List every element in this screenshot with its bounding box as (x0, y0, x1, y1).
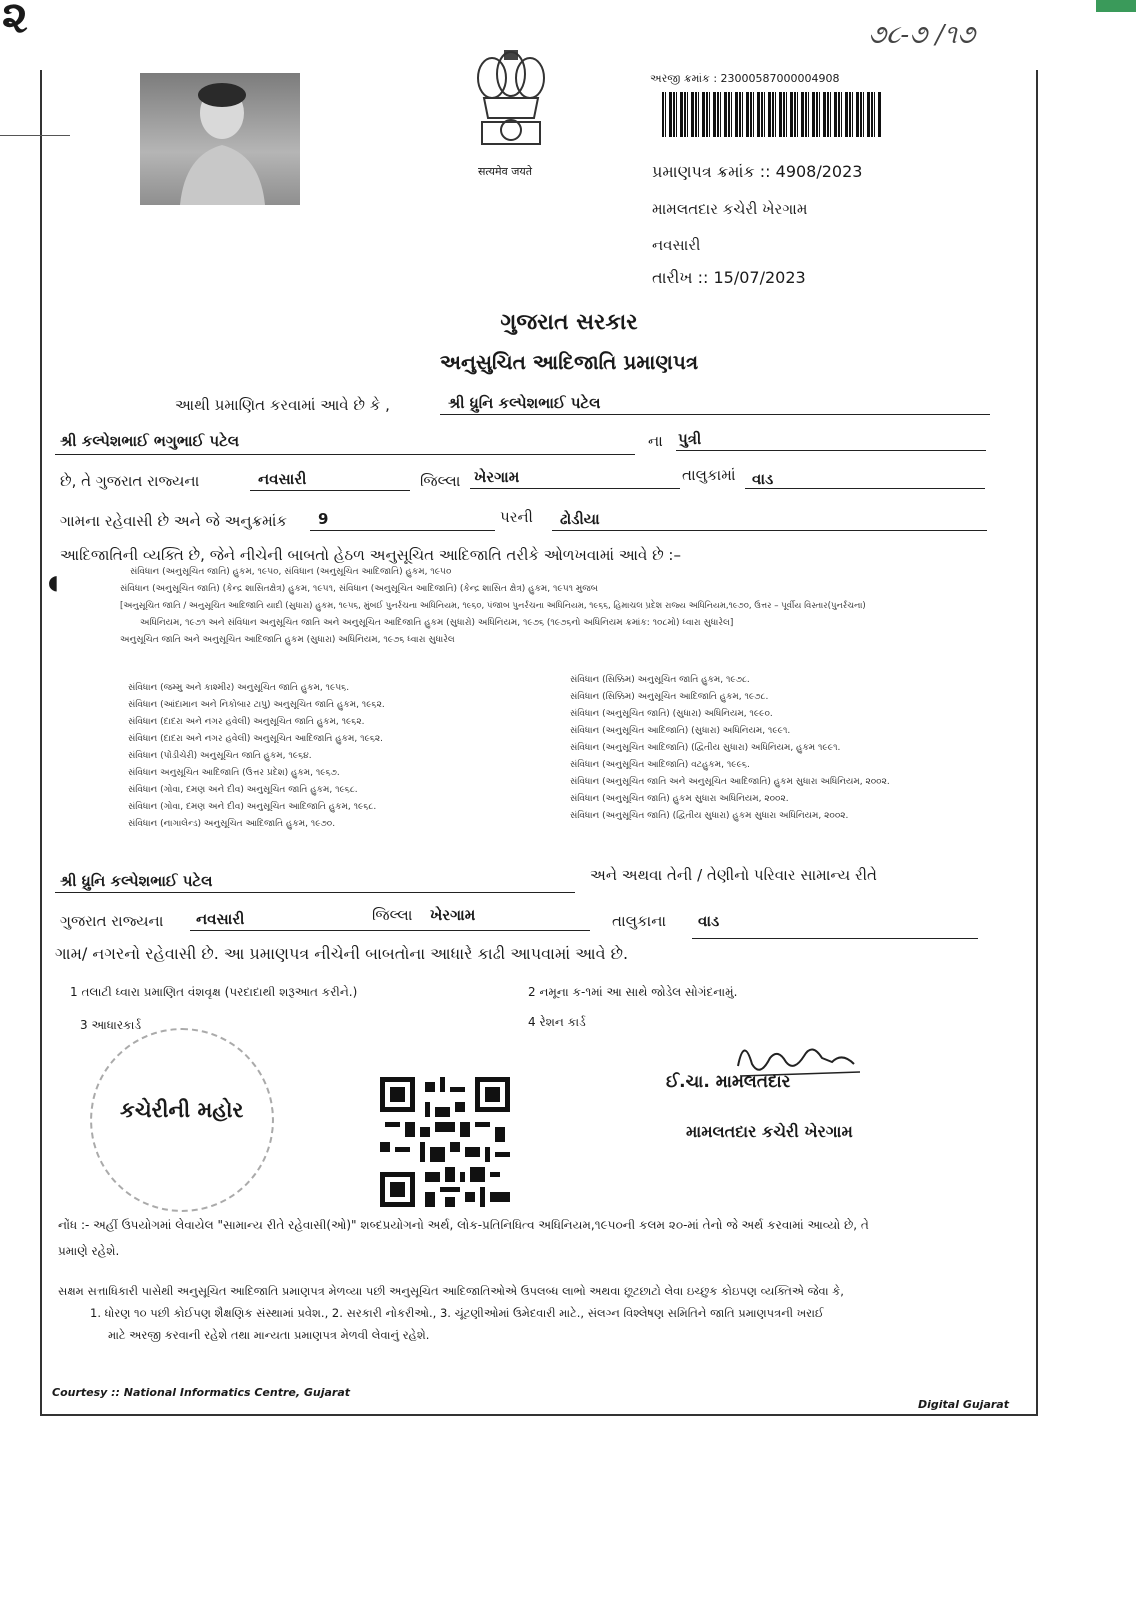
acts-right-list (570, 672, 890, 825)
caste-name: ઢોડીયા (560, 510, 600, 528)
residence-name: શ્રી ધ્રુનિ કલ્પેશભાઈ પટેલ (60, 872, 213, 890)
document-item: 4 રેશન કાર્ડ (528, 1015, 586, 1029)
residence-taluka: ખેરગામ (430, 906, 476, 924)
top-mark (1096, 0, 1136, 12)
acts-right-item: સંવિધાન (અનુસૂચિત જાતિ) (દ્વિતીય સુધારા) હુકમ સુધારા અધિનિયમ, ૨૦૦૨. (570, 811, 849, 821)
form-village-line (745, 488, 985, 489)
acts-left-item: સંવિધાન (દાદરા અને નગર હવેલી) અનુસૂચિત આદિજાતિ હુકમ, ૧૯૬૨. (128, 734, 384, 744)
application-number (650, 72, 840, 86)
national-emblem (466, 48, 556, 163)
acts-left-item: સંવિધાન (ગોવા, દમણ અને દીવ) અનુસૂચિત આદિજાતિ હુકમ, ૧૯૬૮. (128, 802, 377, 812)
acts-left-item: સંવિધાન (જમ્મુ અને કાશ્મીર) અનુસૂચિત જાતિ હુકમ, ૧૯૫૬. (128, 683, 350, 693)
applicant-name: શ્રી ધ્રુનિ કલ્પેશભાઈ પટેલ (448, 394, 601, 412)
emblem-motto: सत्यमेव जयते (478, 165, 533, 178)
form-village: વાડ (752, 470, 774, 488)
acts-right-item: સંવિધાન (સિક્કિમ) અનુસૂચિત જાતિ હુકમ, ૧૯૭૮. (570, 675, 750, 685)
resident-text: ગામના રહેવાસી છે અને જે અનુક્રમાંક (60, 512, 288, 530)
application-barcode (662, 92, 882, 137)
acts-left-item: સંવિધાન (નાગાલેન્ડ) અનુસૂચિત આદિજાતિ હુકમ, ૧૯૭૦. (128, 819, 336, 829)
issue-date (652, 268, 806, 288)
instructions-line-2: 1. ધોરણ ૧૦ પછી કોઈપણ શૈક્ષણિક સંસ્થામાં પ્રવેશ., 2. સરકારી નોકરીઓ., 3. ચૂંટણીઓમાં ઉમેદવારી માટે., સંલગ્ન વિશ્લેષણ સમિતિને જાતિ પ્રમાણપત્રની ખરાઈ (90, 1306, 824, 1320)
applicant-photo (140, 73, 300, 205)
issue-date-label: તારીખ :: (652, 268, 709, 287)
father-name-line (55, 454, 635, 455)
acts-top-item: સંવિધાન (અનુસૂચિત જાતિ) હુકમ, ૧૯૫૦, સંવિધાન (અનુસૂચિત આદિજાતિ) હુકમ, ૧૯૫૦ (130, 567, 452, 577)
residence-state-text: ગુજરાત રાજ્યના (60, 912, 164, 930)
note-line-1: નોંધ :- અહીં ઉપયોગમાં લેવાયેલ "સામાન્ય રીતે રહેવાસી(ઓ)" શબ્દપ્રયોગનો અર્થ, લોક-પ્રતિનિધિત્વ અધિનિયમ,૧૯૫૦ની કલમ ૨૦-માં તેનો જે અર્થ કરવામાં આવ્યો છે, તે (58, 1218, 869, 1232)
hole-punch-mark: ◖ (48, 570, 59, 594)
acts-right-item: સંવિધાન (સિક્કિમ) અનુસૂચિત આદિજાતિ હુકમ, ૧૯૭૮. (570, 692, 769, 702)
issue-date-value: 15/07/2023 (713, 268, 806, 287)
residence-village: વાડ (698, 912, 720, 930)
acts-top-item: [અનુસૂચિત જાતિ / અનુસૂચિત આદિજાતિ યાદી (સુધારા) હુકમ, ૧૯૫૬, મુંબઈ પુનર્રચના અધિનિયમ, ૧૯૬૦, પંજાબ પુનર્રચના અધિનિયમ, ૧૯૬૬, હિમાચલ પ્રદેશ રાજ્ય અધિનિયમ,૧૯૭૦, ઉત્તર – પૂર્વીય વિસ્તાર(પુનર્રચના) (120, 601, 866, 611)
acts-right-item: સંવિધાન (અનુસૂચિત આદિજાતિ) વટહુકમ, ૧૯૯૬. (570, 760, 750, 770)
certificate-title: ગુજરાત સરકાર (500, 310, 638, 335)
certificate-number-value: 4908/2023 (775, 162, 863, 181)
acts-left-item: સંવિધાન અનુસૂચિત આદિજાતિ (ઉત્તર પ્રદેશ) હુકમ, ૧૯૬૭. (128, 768, 340, 778)
form-district: નવસારી (258, 470, 307, 488)
ashoka-lion-icon (466, 48, 556, 163)
relation-line (676, 450, 986, 451)
form-district-line (250, 490, 410, 491)
instructions-line-1: સક્ષમ સત્તાધિકારી પાસેથી અનુસૂચિત આદિજાતિ પ્રમાણપત્ર મેળવ્યા પછી અનુસૂચિત આદિજાતિઓએ ઉપલબ્ધ લાભો અથવા છૂટછાટો લેવા ઇચ્છુક કોઇપણ વ્યક્તિએ જેવા કે, (58, 1284, 844, 1298)
top-left-scratch (0, 135, 70, 136)
office-stamp-text: કચેરીની મહોર (120, 1098, 244, 1122)
residence-district-line (190, 930, 590, 931)
page-corner-number: ૨ (2, 0, 28, 43)
acts-left-item: સંવિધાન (ગોવા, દમણ અને દીવ) અનુસૂચિત જાતિ હુકમ, ૧૯૬૮. (128, 785, 358, 795)
acts-right-item: સંવિધાન (અનુસૂચિત આદિજાતિ) (દ્વિતીય સુધારા) અધિનિયમ, હુકમ ૧૯૯૧. (570, 743, 841, 753)
relation: પુત્રી (678, 430, 702, 448)
form-taluka-label: તાલુકામાં (682, 466, 736, 484)
issuing-office: મામલતદાર કચેરી ખેરગામ (652, 200, 808, 218)
residence-district: નવસારી (196, 910, 245, 928)
family-text: અને અથવા તેની / તેણીનો પરિવાર સામાન્ય રીતે (590, 866, 877, 884)
na-label: ના (648, 432, 663, 450)
father-name: શ્રી કલ્પેશભાઈ ભગુભાઈ પટેલ (60, 432, 240, 450)
form-taluka-line (470, 488, 680, 489)
acts-left-item: સંવિધાન (પોંડીચેરી) અનુસૂચિત જાતિ હુકમ, ૧૯૬૪. (128, 751, 312, 761)
serial-number-line (310, 530, 495, 531)
residence-name-line (55, 892, 575, 893)
document-item: 1 તલાટી ધ્વારા પ્રમાણિત વંશવૃક્ષ (પરદાદાથી શરૂઆત કરીને.) (70, 985, 358, 999)
application-number-label: અરજી ક્રમાંક : (650, 72, 718, 85)
state-text: છે, તે ગુજરાત રાજ્યના (60, 472, 200, 490)
applicant-name-line (440, 414, 990, 415)
certificate-number-label: પ્રમાણપત્ર ક્રમાંક :: (652, 162, 771, 181)
verification-qr-code (380, 1076, 510, 1208)
signatory-office: મામલતદાર કચેરી ખેરગામ (686, 1122, 853, 1141)
instructions-line-3: માટે અરજી કરવાની રહેશે તથા માન્યતા પ્રમાણપત્ર મેળવી લેવાનું રહેશે. (108, 1328, 430, 1342)
serial-number: 9 (318, 510, 329, 528)
document-item: 3 આધારકાર્ડ (80, 1018, 142, 1032)
tribe-text: આદિજાતિની વ્યક્તિ છે, જેને નીચેની બાબતો હેઠળ અનુસૂચિત આદિજાતિ તરીકે ઓળખવામાં આવે છે :– (60, 546, 681, 564)
signatory-title: ઈ.ચા. મામલતદાર (666, 1072, 791, 1092)
acts-left-list (128, 680, 385, 833)
certificate-subtitle: અનુસુચિત આદિજાતિ પ્રમાણપત્ર (439, 350, 699, 374)
acts-top-item: અનુસૂચિત જાતિ અને અનુસૂચિત આદિજાતિ હુકમ (સુધારા) અધિનિયમ, ૧૯૭૬ ધ્વારા સુધારેલ (120, 635, 455, 645)
acts-top-list (120, 564, 866, 649)
application-number-value: 23000587000004908 (720, 72, 840, 85)
acts-left-item: સંવિધાન (આંદામાન અને નિકોબાર ટાપુ) અનુસૂચિત જાતિ હુકમ, ૧૯૬૨. (128, 700, 385, 710)
issuing-district: નવસારી (652, 236, 701, 254)
caste-label: પરની (500, 508, 533, 526)
residence-village-line (692, 938, 978, 939)
acts-right-item: સંવિધાન (અનુસૂચિત જાતિ) (સુધારા) અધિનિયમ, ૧૯૯૦. (570, 709, 773, 719)
form-taluka: ખેરગામ (474, 468, 520, 486)
form-district-label: જિલ્લા (420, 472, 461, 490)
acts-right-item: સંવિધાન (અનુસૂચિત જાતિ) હુકમ સુધારા અધિનિયમ, ૨૦૦૨. (570, 794, 789, 804)
top-handwritten-number: ૭૮-૭ /૧૭ (868, 20, 976, 50)
acts-left-item: સંવિધાન (દાદરા અને નગર હવેલી) અનુસૂચિત જાતિ હુકમ, ૧૯૬૨. (128, 717, 365, 727)
footer-brand: Digital Gujarat (918, 1398, 1009, 1411)
acts-top-item: સંવિધાન (અનુસૂચિત જાતિ) (કેન્દ્ર શાસિતક્ષેત્ર) હુકમ, ૧૯૫૧, સંવિધાન (અનુસૂચિત આદિજાતિ) (કેન્દ્ર શાસિત ક્ષેત્ર) હુકમ, ૧૯૫૧ મુજબ (120, 584, 599, 594)
certify-text: આથી પ્રમાણિત કરવામાં આવે છે કે , (175, 396, 390, 414)
qr-icon (380, 1076, 510, 1208)
basis-text: ગામ/ નગરનો રહેવાસી છે. આ પ્રમાણપત્ર નીચેની બાબતોના આધારે કાઢી આપવામાં આવે છે. (55, 944, 629, 963)
residence-taluka-label: તાલુકાના (612, 912, 667, 930)
caste-line (552, 530, 987, 531)
acts-right-item: સંવિધાન (અનુસૂચિત આદિજાતિ) (સુધારા) અધિનિયમ, ૧૯૯૧. (570, 726, 791, 736)
residence-district-label: જિલ્લા (372, 906, 413, 924)
certificate-number (652, 162, 862, 182)
footer-courtesy: Courtesy :: National Informatics Centre, Gujarat (52, 1386, 351, 1399)
note-line-2: પ્રમાણે રહેશે. (58, 1244, 120, 1258)
acts-right-item: સંવિધાન (અનુસૂચિત જાતિ અને અનુસૂચિત આદિજાતિ) હુકમ સુધારા અધિનિયમ, ૨૦૦૨. (570, 777, 890, 787)
document-item: 2 નમૂના ક-૧માં આ સાથે જોડેલ સોગંદનામું. (528, 985, 738, 999)
acts-top-item: અધિનિયમ, ૧૯૭૧ અને સંવિધાન અનુસૂચિત જાતિ અને અનુસૂચિત આદિજાતિ હુકમ (સુધારો) અધિનિયમ, ૧૯૭૬ (૧૯૭૬નો અધિનિયમ ક્રમાંક: ૧૦૮મો) ધ્વારા સુધારેલ] (140, 618, 734, 628)
